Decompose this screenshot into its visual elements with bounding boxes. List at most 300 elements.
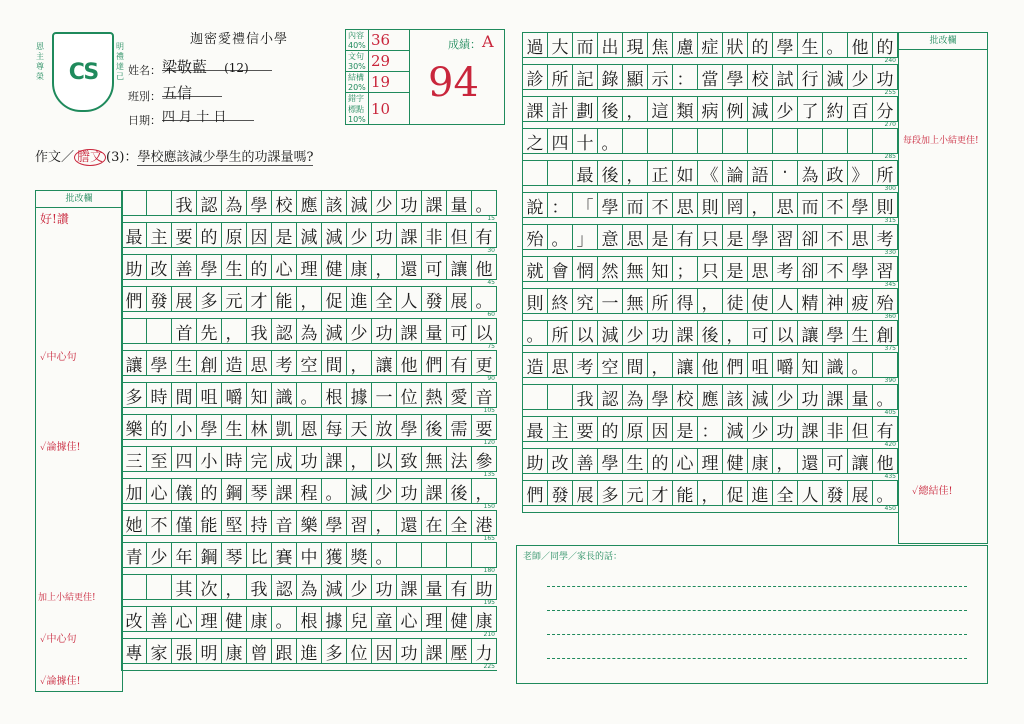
row-number: 375 — [884, 345, 896, 352]
feedback-line — [547, 610, 967, 611]
grid-cell: 的 — [748, 33, 773, 58]
grid-cell: 這 — [648, 97, 673, 122]
grid-cell: 改 — [147, 255, 172, 280]
grid-cell: 考 — [773, 257, 798, 282]
grid-cell: 減 — [748, 97, 773, 122]
grid-cell: 減 — [322, 575, 347, 600]
grid-cell: 專 — [122, 639, 147, 664]
grid-cell: 思 — [773, 193, 798, 218]
grid-cell: 如 — [673, 161, 698, 186]
grid-cell: 助 — [523, 449, 548, 474]
grid-cell: 熱 — [422, 383, 447, 408]
grid-cell: 才 — [247, 287, 272, 312]
grid-cell: 樂 — [122, 415, 147, 440]
grid-cell: 造 — [523, 353, 548, 378]
name-line — [162, 56, 272, 76]
grid-cell: 不 — [823, 257, 848, 282]
grid-cell: 需 — [447, 415, 472, 440]
grid-cell: ： — [548, 193, 573, 218]
grid-cell: 減 — [322, 319, 347, 344]
grid-cell: ， — [222, 575, 247, 600]
grid-cell: 健 — [723, 449, 748, 474]
grid-cell: 。 — [548, 225, 573, 250]
grid-cell: 《 — [698, 161, 723, 186]
grid-cell: 全 — [372, 287, 397, 312]
feedback-line — [547, 586, 967, 587]
comment-left: 加上小結更佳! — [38, 593, 96, 603]
grid-cell: 咀 — [748, 353, 773, 378]
grid-cell: 能 — [272, 287, 297, 312]
grid-cell: 學 — [322, 511, 347, 536]
grid-cell: 為 — [798, 161, 823, 186]
comment-left: ✓中心句 — [40, 352, 77, 363]
grid-cell: 量 — [848, 385, 873, 410]
grid-cell: 位 — [397, 383, 422, 408]
grid-cell: 還 — [397, 255, 422, 280]
grid-cell: 的 — [247, 255, 272, 280]
row-number: 435 — [884, 473, 896, 480]
grid-cell: 我 — [247, 319, 272, 344]
grid-cell: 後 — [698, 321, 723, 346]
grid-cell: 記 — [573, 65, 598, 90]
row-number: 120 — [483, 439, 495, 446]
grid-cell: 惘 — [573, 257, 598, 282]
grid-cell: 考 — [873, 225, 898, 250]
grid-cell: 他 — [873, 449, 898, 474]
grid-cell: 。 — [523, 321, 548, 346]
grid-cell: 比 — [247, 543, 272, 568]
grid-cell: ， — [623, 97, 648, 122]
grid-cell: 最 — [573, 161, 598, 186]
grid-cell: 分 — [873, 97, 898, 122]
grid-cell — [673, 129, 698, 154]
grid-cell: 我 — [172, 191, 197, 216]
grid-cell: 空 — [297, 351, 322, 376]
grid-cell: 量 — [447, 191, 472, 216]
grid-cell: 而 — [798, 193, 823, 218]
grid-cell: 元 — [222, 287, 247, 312]
score-value: 19 — [369, 72, 410, 93]
grid-cell: 有 — [873, 417, 898, 442]
grid-cell: 診 — [523, 65, 548, 90]
grid-cell: 完 — [247, 447, 272, 472]
grid-cell: 理 — [698, 449, 723, 474]
grid-cell: 試 — [773, 65, 798, 90]
grid-cell: 因 — [372, 639, 397, 664]
grid-cell: 得 — [673, 289, 698, 314]
grid-cell: 善 — [172, 255, 197, 280]
grid-cell: 發 — [147, 287, 172, 312]
grid-cell: 顯 — [623, 65, 648, 90]
grid-cell: 人 — [773, 289, 798, 314]
grid-cell: 劃 — [573, 97, 598, 122]
school-name: 迦密愛禮信小學 — [190, 32, 289, 47]
grid-cell: 不 — [648, 193, 673, 218]
grid-cell: 少 — [372, 479, 397, 504]
grid-cell: 識 — [823, 353, 848, 378]
score-value: 36 — [369, 30, 410, 51]
score-label: 結構 20% — [346, 72, 369, 93]
grid-cell: 康 — [748, 449, 773, 474]
grid-cell: 課 — [397, 575, 422, 600]
grid-cell: 少 — [623, 321, 648, 346]
grid-cell: 應 — [297, 191, 322, 216]
grid-cell: 。 — [598, 129, 623, 154]
grid-cell: 還 — [798, 449, 823, 474]
grid-cell: 港 — [472, 511, 497, 536]
row-gap — [122, 664, 497, 671]
left-marking-header: 批改欄 — [36, 191, 122, 208]
grid-cell: 明 — [197, 639, 222, 664]
grid-cell: 說 — [523, 193, 548, 218]
grid-cell: 有 — [673, 225, 698, 250]
grid-cell: 根 — [297, 607, 322, 632]
grid-cell — [122, 191, 147, 216]
grid-cell: 課 — [397, 223, 422, 248]
grid-cell: 主 — [548, 417, 573, 442]
grid-cell: 功 — [372, 223, 397, 248]
grid-cell: 讓 — [848, 449, 873, 474]
grid-cell: 校 — [673, 385, 698, 410]
grid-cell: 。 — [372, 543, 397, 568]
motto-right: 明禮達己 — [116, 42, 124, 81]
grid-cell: 錄 — [598, 65, 623, 90]
grid-cell: 多 — [598, 481, 623, 506]
grid-cell: 罔 — [723, 193, 748, 218]
name-number: (12) — [224, 61, 249, 75]
grid-cell: 少 — [372, 191, 397, 216]
grid-cell: 多 — [197, 287, 222, 312]
grid-cell: 不 — [823, 193, 848, 218]
grid-cell: 學 — [848, 193, 873, 218]
grid-cell: ， — [698, 289, 723, 314]
grid-cell: ， — [723, 321, 748, 346]
grid-cell: 她 — [122, 511, 147, 536]
grid-cell: 無 — [623, 257, 648, 282]
grid-cell: 讓 — [372, 351, 397, 376]
grid-cell — [723, 129, 748, 154]
grid-cell: 學 — [748, 225, 773, 250]
grid-cell: 人 — [397, 287, 422, 312]
grid-cell: 我 — [247, 575, 272, 600]
row-number: 360 — [884, 313, 896, 320]
grid-cell: 思 — [548, 353, 573, 378]
grid-cell: 學 — [197, 415, 222, 440]
grid-cell: 我 — [573, 385, 598, 410]
grid-cell: 狀 — [723, 33, 748, 58]
score-table — [345, 29, 505, 125]
grid-cell: 發 — [823, 481, 848, 506]
score-label: 文句 30% — [346, 51, 369, 72]
grid-cell: 以 — [773, 321, 798, 346]
grid-cell: 。 — [472, 287, 497, 312]
grid-cell: 展 — [573, 481, 598, 506]
grid-cell: 改 — [122, 607, 147, 632]
grid-cell: 少 — [347, 223, 372, 248]
grid-cell: 了 — [798, 97, 823, 122]
grid-cell: 音 — [272, 511, 297, 536]
row-number: 240 — [884, 57, 896, 64]
feedback-box — [516, 545, 988, 684]
grid-cell: 張 — [172, 639, 197, 664]
grid-cell: 卻 — [798, 225, 823, 250]
grid-cell: 認 — [598, 385, 623, 410]
praise-stamp: 好!讚 — [40, 212, 69, 226]
grid-cell — [523, 385, 548, 410]
grid-cell: 是 — [673, 417, 698, 442]
grid-cell: 後 — [422, 415, 447, 440]
grid-cell: 以 — [372, 447, 397, 472]
grid-cell: 嚼 — [773, 353, 798, 378]
row-number: 15 — [487, 215, 495, 222]
grid-cell: 功 — [372, 575, 397, 600]
right-writing-grid — [522, 32, 898, 513]
grid-cell: 僅 — [172, 511, 197, 536]
right-marking-header: 批改欄 — [899, 33, 987, 50]
class-value: 五信 — [162, 84, 193, 102]
grid-cell: 所 — [548, 65, 573, 90]
grid-cell: 。 — [322, 479, 347, 504]
grid-cell: 校 — [748, 65, 773, 90]
grid-cell: 獎 — [347, 543, 372, 568]
grid-cell: 空 — [598, 353, 623, 378]
grid-cell: 學 — [773, 33, 798, 58]
row-number: 105 — [483, 407, 495, 414]
grid-cell: ， — [472, 479, 497, 504]
grid-cell: ， — [623, 161, 648, 186]
grid-cell — [147, 575, 172, 600]
grid-cell: 功 — [873, 65, 898, 90]
score-value: 29 — [369, 51, 410, 72]
grid-cell: 學 — [723, 65, 748, 90]
row-number: 45 — [487, 279, 495, 286]
grid-cell: 有 — [472, 223, 497, 248]
grid-cell: 學 — [598, 193, 623, 218]
grid-cell: ： — [698, 417, 723, 442]
grid-cell: 但 — [848, 417, 873, 442]
feedback-label: 老師／同學／家長的話： — [523, 552, 623, 562]
grid-cell: ， — [698, 481, 723, 506]
grid-cell: 的 — [197, 479, 222, 504]
row-number: 420 — [884, 441, 896, 448]
grid-cell — [397, 543, 422, 568]
grid-cell: 生 — [798, 33, 823, 58]
grid-cell: 是 — [648, 225, 673, 250]
grid-cell: 有 — [447, 351, 472, 376]
grid-cell: 量 — [422, 319, 447, 344]
grid-cell: 展 — [848, 481, 873, 506]
grid-cell: 該 — [322, 191, 347, 216]
grid-cell: 小 — [172, 415, 197, 440]
grid-cell: 時 — [222, 447, 247, 472]
row-number: 315 — [884, 217, 896, 224]
grid-cell: 百 — [848, 97, 873, 122]
grid-cell: 意 — [598, 225, 623, 250]
grid-cell: 使 — [748, 289, 773, 314]
grid-cell: 而 — [573, 33, 598, 58]
grid-cell — [623, 129, 648, 154]
grid-cell: 為 — [222, 191, 247, 216]
grid-cell: 心 — [172, 607, 197, 632]
row-number: 300 — [884, 185, 896, 192]
grid-cell: 。 — [297, 383, 322, 408]
grid-cell: 跟 — [272, 639, 297, 664]
grid-cell: 參 — [472, 447, 497, 472]
grid-cell: 改 — [548, 449, 573, 474]
grid-cell: 功 — [372, 319, 397, 344]
grid-cell: 致 — [397, 447, 422, 472]
row-number: 150 — [483, 503, 495, 510]
grid-cell: 的 — [197, 223, 222, 248]
grid-cell: 但 — [447, 223, 472, 248]
grid-cell: 則 — [873, 193, 898, 218]
grade-label: 成績： — [448, 38, 481, 51]
row-number: 285 — [884, 153, 896, 160]
grid-cell: 發 — [548, 481, 573, 506]
essay-title: 學校應該減少學生的功課量嗎? — [137, 150, 314, 165]
row-number: 180 — [483, 567, 495, 574]
row-number: 405 — [884, 409, 896, 416]
row-number: 195 — [483, 599, 495, 606]
grid-cell: 生 — [222, 415, 247, 440]
grid-cell: 們 — [422, 351, 447, 376]
grid-cell: 。 — [873, 385, 898, 410]
grid-cell: ， — [748, 193, 773, 218]
grid-cell: 根 — [322, 383, 347, 408]
grid-cell: 音 — [472, 383, 497, 408]
grid-cell: 促 — [322, 287, 347, 312]
row-number: 210 — [483, 631, 495, 638]
grid-cell: 課 — [798, 417, 823, 442]
grid-cell: 助 — [122, 255, 147, 280]
row-number: 330 — [884, 249, 896, 256]
grid-cell: 儀 — [172, 479, 197, 504]
grid-cell: 習 — [873, 257, 898, 282]
grid-cell: 堅 — [222, 511, 247, 536]
grid-cell: 計 — [548, 97, 573, 122]
grid-cell: 後 — [598, 97, 623, 122]
grid-cell: 功 — [798, 385, 823, 410]
grid-cell: 讓 — [122, 351, 147, 376]
grid-cell: 創 — [197, 351, 222, 376]
grid-cell: 考 — [573, 353, 598, 378]
grid-cell: 神 — [823, 289, 848, 314]
grid-cell: 約 — [823, 97, 848, 122]
grid-cell: 。 — [272, 607, 297, 632]
grid-cell: 理 — [197, 607, 222, 632]
grid-cell: 大 — [548, 33, 573, 58]
grid-cell — [472, 543, 497, 568]
grid-cell: 心 — [272, 255, 297, 280]
row-number: 390 — [884, 377, 896, 384]
grid-cell: 讓 — [798, 321, 823, 346]
grid-cell: 減 — [823, 65, 848, 90]
grid-cell: 次 — [197, 575, 222, 600]
row-number: 255 — [884, 89, 896, 96]
row-number: 75 — [487, 343, 495, 350]
name-value: 梁敬藍 — [162, 58, 208, 76]
grid-cell — [873, 129, 898, 154]
comment-right: 每段加上小結更佳! — [903, 136, 979, 146]
grid-cell: 他 — [397, 351, 422, 376]
grid-cell: 學 — [197, 255, 222, 280]
grid-cell: 康 — [472, 607, 497, 632]
grid-cell: 四 — [548, 129, 573, 154]
kind-a: 作文 — [35, 150, 62, 165]
grid-cell: 最 — [523, 417, 548, 442]
row-number: 165 — [483, 535, 495, 542]
grid-cell: 鋼 — [222, 479, 247, 504]
grid-cell: 不 — [823, 225, 848, 250]
grid-cell: 元 — [623, 481, 648, 506]
grid-cell: 其 — [172, 575, 197, 600]
score-label: 內容 40% — [346, 30, 369, 51]
grid-cell: 童 — [372, 607, 397, 632]
grid-cell: 進 — [748, 481, 773, 506]
grid-cell: 精 — [798, 289, 823, 314]
grid-cell: 發 — [422, 287, 447, 312]
grid-cell: ， — [372, 511, 397, 536]
grid-cell: 原 — [623, 417, 648, 442]
comment-left: ✓論據佳! — [40, 442, 81, 453]
grid-cell: 放 — [372, 415, 397, 440]
grid-cell: 因 — [247, 223, 272, 248]
right-marking-column — [898, 32, 988, 544]
grid-cell: 少 — [773, 385, 798, 410]
grid-cell: 創 — [873, 321, 898, 346]
grid-cell: 一 — [372, 383, 397, 408]
grid-cell: 學 — [823, 321, 848, 346]
comment-left: ✓論據佳! — [40, 676, 81, 687]
grid-cell: 考 — [272, 351, 297, 376]
grid-cell: 多 — [122, 383, 147, 408]
grid-cell: 。 — [823, 33, 848, 58]
grid-cell: 功 — [773, 417, 798, 442]
grid-cell: 要 — [172, 223, 197, 248]
grid-cell: 讓 — [447, 255, 472, 280]
grid-cell: 年 — [172, 543, 197, 568]
grid-cell: 少 — [147, 543, 172, 568]
grid-cell: 就 — [523, 257, 548, 282]
grid-cell: 。 — [848, 353, 873, 378]
grid-cell: 認 — [272, 575, 297, 600]
row-number: 225 — [483, 663, 495, 670]
grid-cell: 現 — [623, 33, 648, 58]
grid-cell: 殆 — [523, 225, 548, 250]
grid-cell: 心 — [147, 479, 172, 504]
grid-cell: 病 — [698, 97, 723, 122]
grid-cell: 是 — [272, 223, 297, 248]
grid-cell — [122, 319, 147, 344]
grid-cell: 少 — [748, 417, 773, 442]
grid-cell: 琴 — [247, 479, 272, 504]
essay-title-row: 作文／ 謄文 (3)：學校應該減少學生的功課量嗎? — [35, 150, 314, 165]
grid-cell: 正 — [648, 161, 673, 186]
grid-cell: 為 — [297, 319, 322, 344]
grid-cell: 琴 — [222, 543, 247, 568]
grid-cell: 多 — [322, 639, 347, 664]
grid-cell: 康 — [222, 639, 247, 664]
grid-cell: 恩 — [297, 415, 322, 440]
date-value: 四 月 十 日 — [162, 110, 227, 125]
grid-cell: 學 — [397, 415, 422, 440]
grid-cell: 學 — [848, 257, 873, 282]
grid-cell: 康 — [347, 255, 372, 280]
grid-cell: 究 — [573, 289, 598, 314]
grid-cell — [698, 129, 723, 154]
grid-cell: 》 — [848, 161, 873, 186]
grid-cell: 量 — [422, 575, 447, 600]
